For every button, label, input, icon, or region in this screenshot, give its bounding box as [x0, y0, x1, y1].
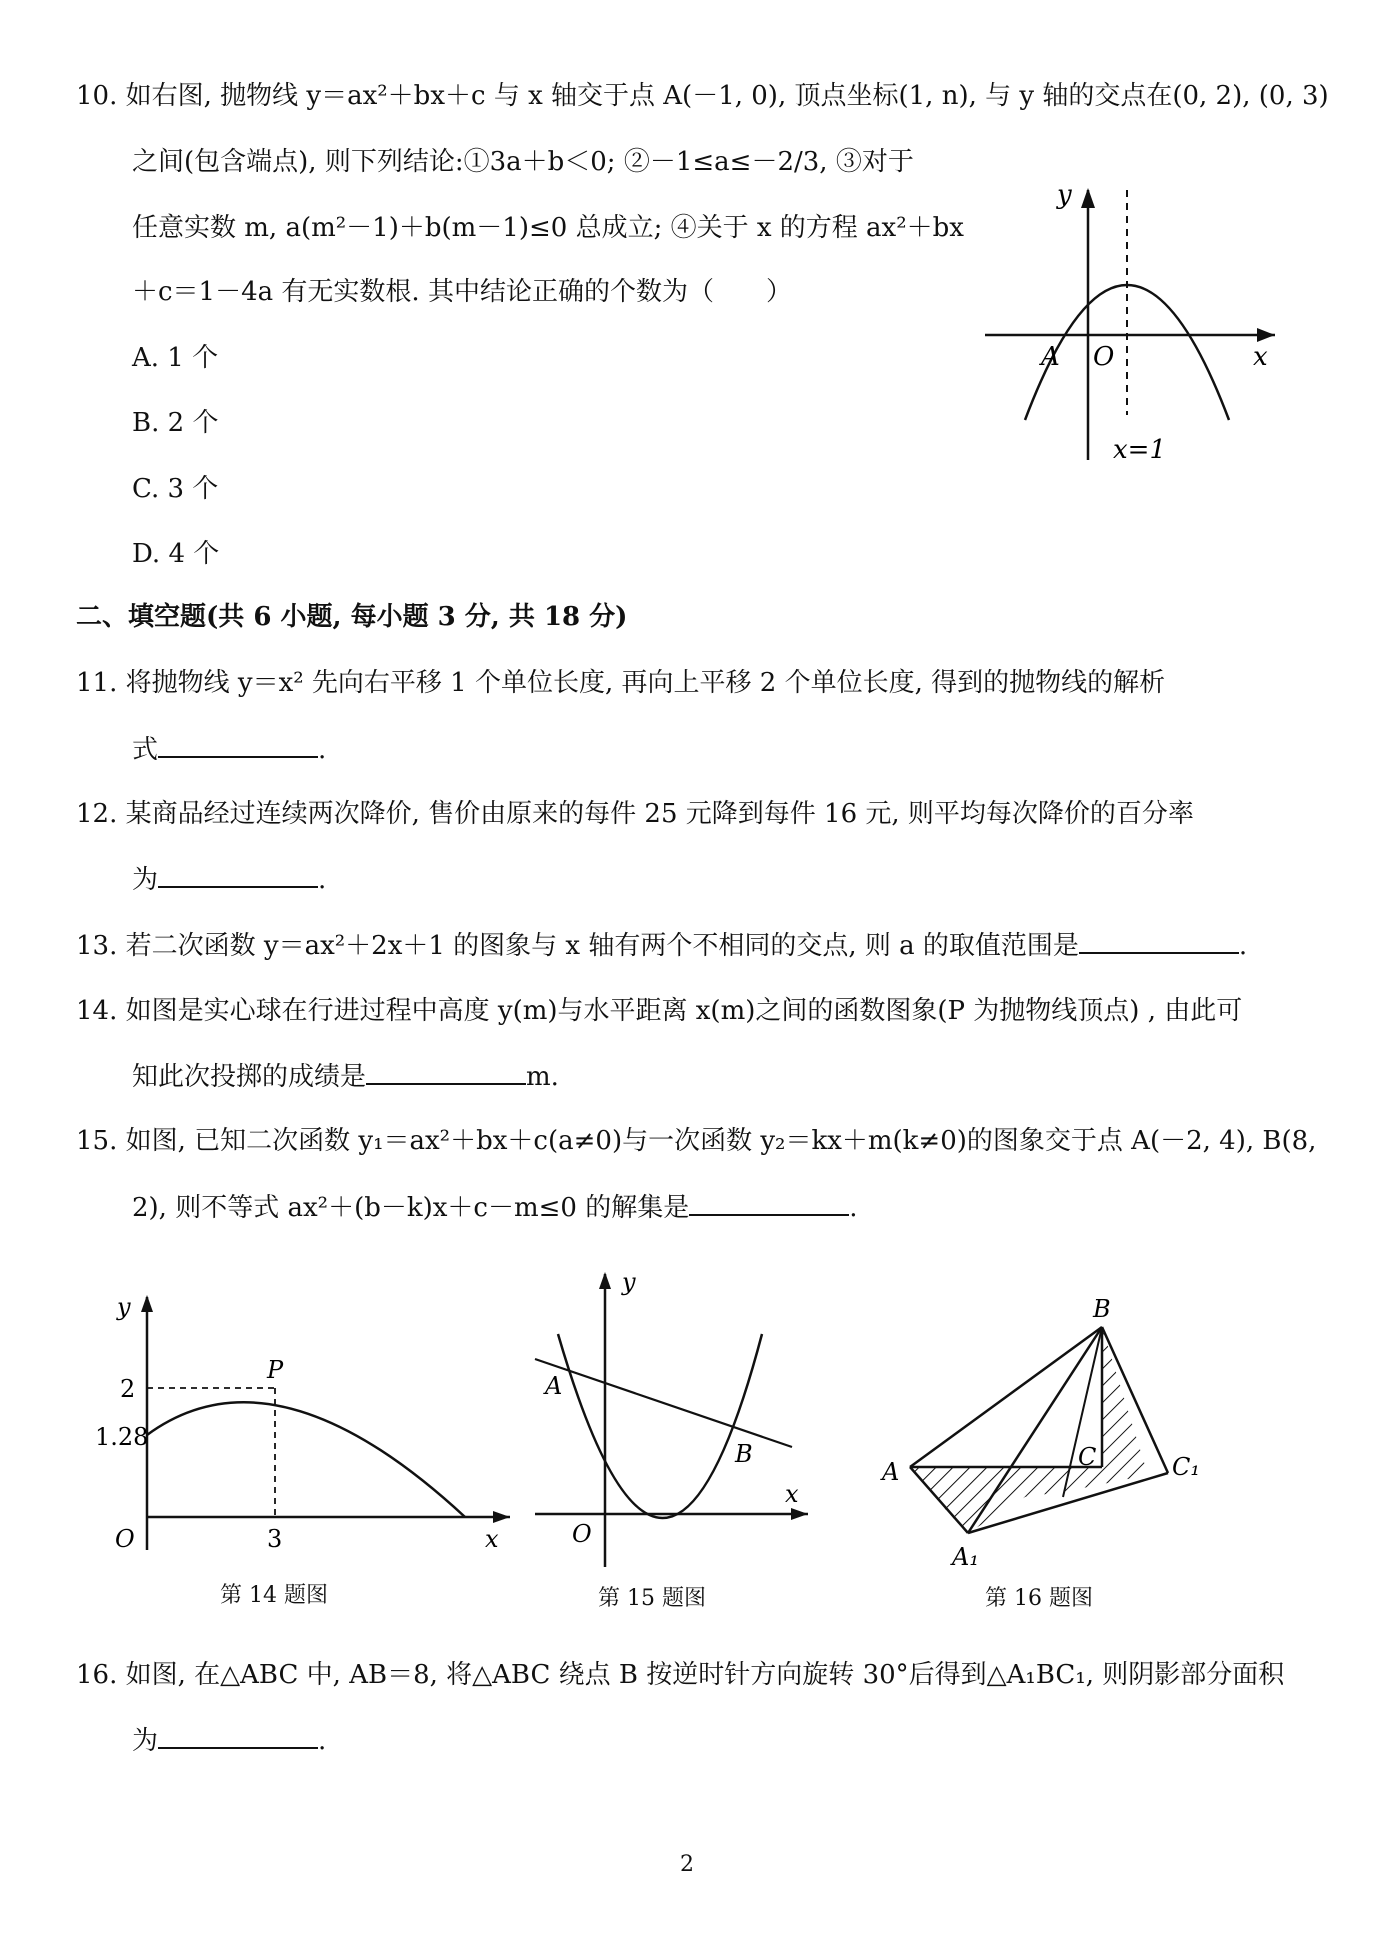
q16-line-1: 16. 如图, 在△ABC 中, AB＝8, 将△ABC 绕点 B 按逆时针方向旋转 30°后得到△A₁BC₁, 则阴影部分面积	[76, 1660, 1285, 1690]
q13-line-1	[76, 928, 1247, 963]
q11-suffix: .	[318, 735, 327, 765]
q14-prefix: 知此次投掷的成绩是	[132, 1062, 367, 1092]
fig15-y-arrow-icon	[599, 1272, 611, 1289]
q10-option-a: A. 1 个	[132, 343, 219, 373]
q10-option-d: D. 4 个	[132, 539, 220, 569]
q15-prefix: 2), 则不等式 ax²＋(b－k)x＋c－m≤0 的解集是	[132, 1193, 690, 1223]
q12-line-2	[132, 862, 326, 897]
q15-answer-blank[interactable]	[689, 1190, 849, 1216]
fig16-point-a1-label: A₁	[952, 1543, 979, 1571]
q16-line-2	[132, 1723, 326, 1758]
fig14-x-arrow-icon	[493, 1511, 510, 1523]
fig16-point-c1-label: C₁	[1172, 1453, 1200, 1481]
q13-text: 13. 若二次函数 y＝ax²＋2x＋1 的图象与 x 轴有两个不相同的交点, 则 a 的取值范围是	[76, 931, 1079, 961]
fig14-y-label: y	[117, 1293, 131, 1321]
q11-prefix: 式	[132, 735, 159, 765]
q10-line-4: ＋c＝1－4a 有无实数根. 其中结论正确的个数为（ ）	[132, 277, 792, 307]
fig16-shade-bottom	[910, 1467, 1063, 1533]
fig14-y-arrow-icon	[141, 1295, 153, 1312]
q11-line-2	[132, 732, 326, 767]
q10-y-arrow-icon	[1081, 188, 1095, 208]
fig15-point-a-label: A	[545, 1372, 563, 1400]
fig14-x-label: x	[485, 1525, 499, 1553]
q15-line-2	[132, 1190, 858, 1225]
fig16-caption: 第 16 题图	[985, 1586, 1093, 1611]
q10-axis-label: x=1	[1113, 435, 1166, 465]
q10-line-1: 10. 如右图, 抛物线 y＝ax²＋bx＋c 与 x 轴交于点 A(－1, 0), 顶点坐标(1, n), 与 y 轴的交点在(0, 2), (0, 3)	[76, 81, 1329, 111]
q12-prefix: 为	[132, 865, 159, 895]
fig16-point-a-label: A	[882, 1458, 900, 1486]
fig14-curve	[147, 1402, 465, 1517]
q10-y-label: y	[1057, 180, 1072, 210]
q16-suffix: .	[318, 1726, 327, 1756]
q10-line-2: 之间(包含端点), 则下列结论:①3a＋b＜0; ②－1≤a≤－2/3, ③对于	[132, 147, 914, 177]
fig15-graph	[530, 1262, 810, 1572]
fig14-trajectory	[95, 1285, 515, 1575]
fig15-line	[535, 1359, 792, 1447]
q14-answer-blank[interactable]	[366, 1059, 526, 1085]
q14-line-1: 14. 如图是实心球在行进过程中高度 y(m)与水平距离 x(m)之间的函数图象(P 为抛物线顶点) , 由此可	[76, 996, 1243, 1026]
fig14-tick-3: 3	[267, 1525, 283, 1553]
fig16-point-b-label: B	[1093, 1295, 1111, 1323]
fig15-x-arrow-icon	[791, 1508, 808, 1520]
q13-suffix: .	[1238, 931, 1248, 961]
q10-option-c: C. 3 个	[132, 474, 219, 504]
q10-origin-label: O	[1093, 342, 1115, 372]
q12-answer-blank[interactable]	[158, 862, 318, 888]
fig14-caption: 第 14 题图	[220, 1583, 328, 1608]
q10-x-label: x	[1253, 342, 1268, 372]
q15-line-1: 15. 如图, 已知二次函数 y₁＝ax²＋bx＋c(a≠0)与一次函数 y₂＝kx＋m(k≠0)的图象交于点 A(－2, 4), B(8,	[76, 1126, 1317, 1156]
fig14-tick-1-28: 1.28	[95, 1423, 149, 1451]
q13-answer-blank[interactable]	[1079, 928, 1239, 954]
q11-line-1: 11. 将抛物线 y＝x² 先向右平移 1 个单位长度, 再向上平移 2 个单位长度, 得到的抛物线的解析	[76, 668, 1166, 698]
q10-option-b: B. 2 个	[132, 408, 219, 438]
fig14-origin-label: O	[115, 1525, 135, 1553]
section-2-title: 二、填空题(共 6 小题, 每小题 3 分, 共 18 分)	[76, 602, 628, 632]
q15-suffix: .	[849, 1193, 858, 1223]
fig16-point-c-label: C	[1078, 1443, 1097, 1471]
fig15-point-b-label: B	[735, 1440, 753, 1468]
fig14-vertex-label: P	[267, 1356, 284, 1384]
fig16-rotation	[880, 1285, 1220, 1585]
q12-suffix: .	[318, 865, 327, 895]
q10-line-3: 任意实数 m, a(m²－1)＋b(m－1)≤0 总成立; ④关于 x 的方程 ax²＋bx	[132, 213, 964, 243]
fig15-caption: 第 15 题图	[598, 1586, 706, 1611]
q16-prefix: 为	[132, 1726, 159, 1756]
q16-answer-blank[interactable]	[158, 1723, 318, 1749]
q12-line-1: 12. 某商品经过连续两次降价, 售价由原来的每件 25 元降到每件 16 元, 则平均每次降价的百分率	[76, 799, 1194, 829]
q11-answer-blank[interactable]	[158, 732, 318, 758]
fig15-y-label: y	[622, 1268, 636, 1296]
q10-point-a-label: A	[1041, 342, 1060, 372]
q10-parabola-figure	[975, 180, 1275, 470]
page-number: 2	[680, 1852, 694, 1877]
q10-x-arrow-icon	[1257, 328, 1275, 342]
q14-suffix: m.	[526, 1062, 559, 1092]
fig14-tick-2: 2	[120, 1375, 136, 1403]
q14-line-2	[132, 1059, 559, 1094]
fig15-origin-label: O	[572, 1520, 592, 1548]
fig15-x-label: x	[785, 1480, 799, 1508]
